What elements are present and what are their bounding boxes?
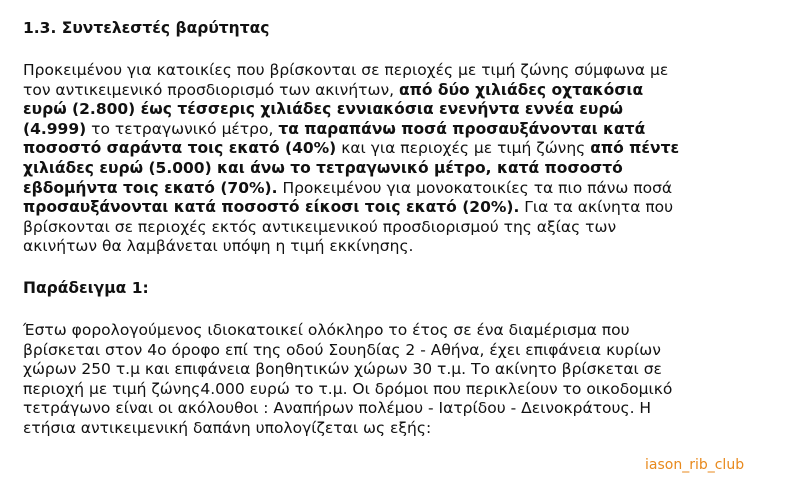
text-run: ακινήτων θα λαμβάνεται υπόψη η τιμή εκκίνησης. [23, 237, 414, 256]
text-run: και για περιοχές με τιμή ζώνης [336, 139, 591, 158]
text-line [23, 198, 773, 218]
text-line [23, 360, 773, 380]
text-line [23, 341, 773, 361]
text-line [23, 81, 773, 101]
example-heading: Παράδειγμα 1: [23, 278, 149, 297]
text-line [23, 419, 773, 439]
text-run: χώρων 250 τ.μ και επιφάνεια βοηθητικών χώρων 30 τ.μ. Το ακίνητο βρίσκεται σε [23, 360, 662, 379]
text-line [23, 321, 773, 341]
bold-text-run: ευρώ (2.800) έως τέσσερις χιλιάδες εννιακόσια ενενήντα εννέα ευρώ [23, 100, 623, 119]
text-run: ετήσια αντικειμενική δαπάνη υπολογίζεται ως εξής: [23, 418, 432, 437]
bold-text-run: προσαυξάνονται κατά ποσοστό είκοσι τοις εκατό (20%). [23, 198, 520, 217]
text-run: βρίσκονται σε περιοχές εκτός αντικειμενικού προσδιορισμού της αξίας των [23, 217, 617, 236]
text-line [23, 139, 773, 159]
bold-text-run: από δύο χιλιάδες οχτακόσια [398, 80, 644, 99]
text-line [23, 100, 773, 120]
text-line [23, 380, 773, 400]
text-run: Έστω φορολογούμενος ιδιοκατοικεί ολόκληρο το έτος σε ένα διαμέρισμα που [23, 320, 630, 339]
text-line [23, 179, 773, 199]
text-line [23, 120, 773, 140]
section-heading: 1.3. Συντελεστές βαρύτητας [23, 19, 270, 37]
document-page [23, 14, 773, 439]
text-line [23, 159, 773, 179]
bold-text-run: χιλιάδες ευρώ (5.000) και άνω το τετραγωνικό μέτρο, κατά ποσοστό [23, 158, 623, 177]
text-line [23, 399, 773, 419]
text-run: το τετραγωνικό μέτρο, [86, 119, 279, 138]
bold-text-run: εβδομήντα τοις εκατό (70%). [23, 178, 278, 197]
text-run: περιοχή με τιμή ζώνης4.000 ευρώ το τ.μ. Οι δρόμοι που περικλείουν το οικοδομικό [23, 379, 673, 398]
example-paragraph [23, 321, 773, 439]
text-run: τον αντικειμενικό προσδιορισμό των ακινήτων, [23, 80, 399, 99]
bold-text-run: τα παραπάνω ποσά προσαυξάνονται κατά [278, 119, 646, 138]
section-paragraph [23, 61, 773, 257]
text-run: τετράγωνο είναι οι ακόλουθοι : Αναπήρων πολέμου - Ιατρίδου - Δεινοκράτους. Η [23, 399, 652, 418]
text-line [23, 218, 773, 238]
bold-text-run: από πέντε [590, 139, 680, 158]
text-line [23, 61, 773, 81]
bold-text-run: (4.999) [23, 119, 87, 138]
text-run: Προκειμένου για κατοικίες που βρίσκονται σε περιοχές με τιμή ζώνης σύμφωνα με [23, 61, 669, 79]
text-run: βρίσκεται στον 4ο όροφο επί της οδού Σουηδίας 2 - Αθήνα, έχει επιφάνεια κυρίων [23, 340, 661, 359]
text-line [23, 237, 773, 257]
bold-text-run: ποσοστό σαράντα τοις εκατό (40%) [23, 139, 337, 158]
watermark-text: iason_rib_club [645, 457, 745, 473]
text-run: Προκειμένου για μονοκατοικίες τα πιο πάνω ποσά [277, 178, 673, 197]
text-run: Για τα ακίνητα που [519, 198, 674, 217]
